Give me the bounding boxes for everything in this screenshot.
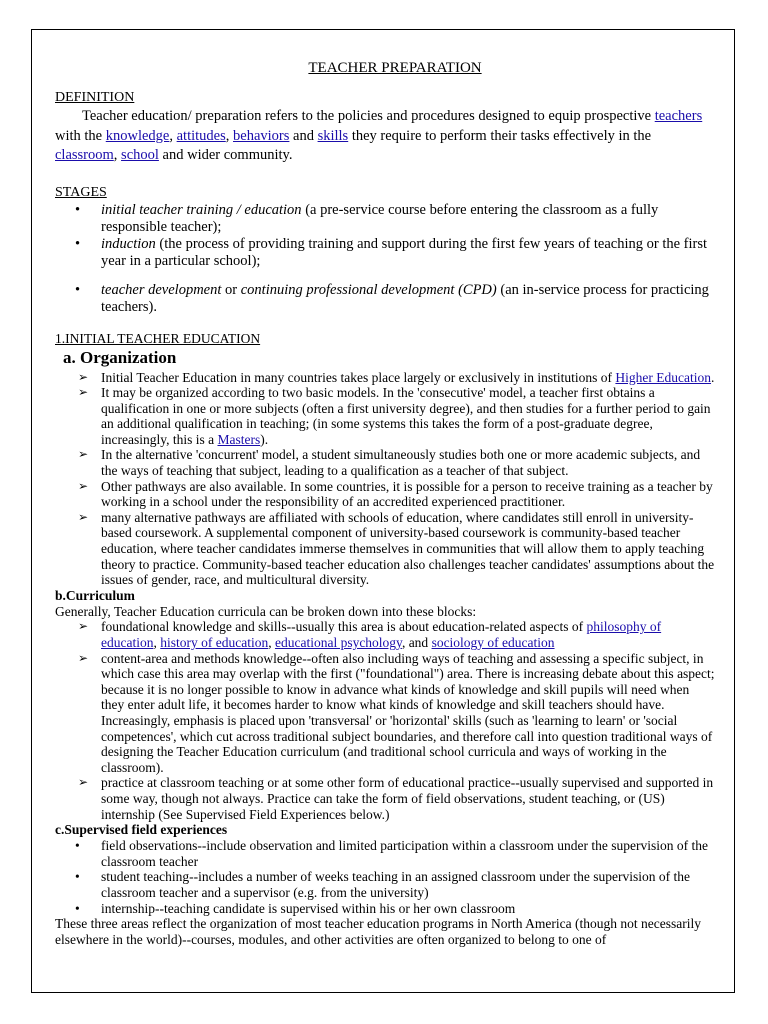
organization-heading: a. Organization [63,347,177,367]
list-item: ➢ practice at classroom teaching or at some other form of educational practice--usually supervised and supported in some way, though not always. Practice can take the form of field observations, student teaching, or (US) internship (See Supervised Field Experiences below.) [78,775,714,822]
list-item: • internship--teaching candidate is supervised within his or her own classroom [75,900,516,916]
document-body [55,60,715,947]
link-philosophy-of-education[interactable]: philosophy of education [101,619,662,650]
bullet-icon: • [75,838,80,854]
list-item: ➢ Initial Teacher Education in many countries takes place largely or exclusively in institutions of Higher Education. [78,369,715,385]
supervised-list [55,838,715,916]
list-item: • initial teacher training / education (a pre-service course before entering the classroom as a fully responsible teacher); [75,201,659,235]
closing-paragraph: These three areas reflect the organization of most teacher education programs in North America (though not necessarily elsewhere in the world)--courses, modules, and other activities are often organized to belong to one of [55,916,702,947]
section-heading-initial-teacher-education: 1.INITIAL TEACHER EDUCATION [55,330,261,346]
supervised-field-experiences-heading: c.Supervised field experiences [55,822,228,838]
link-behaviors[interactable]: behaviors [233,127,290,144]
list-item: ➢ Other pathways are also available. In some countries, it is possible for a person to receive training as a teacher by working in a school under the responsibility of an accredited experienced practitioner. [78,478,713,510]
arrow-bullet-icon: ➢ [78,650,89,665]
link-higher-education[interactable]: Higher Education [615,369,712,385]
link-sociology-of-education[interactable]: sociology of education [431,635,555,650]
bullet-icon: • [75,900,80,916]
bullet-icon: • [75,869,80,885]
stages-list [55,202,715,316]
list-item: • student teaching--includes a number of weeks teaching in an assigned classroom under the supervision of the classroom teacher and a supervisor (e.g. from the university) [75,869,690,900]
curriculum-intro: Generally, Teacher Education curricula can be broken down into these blocks: [55,603,477,619]
list-item: • induction (the process of providing training and support during the first few years of teaching or the first year in a particular school); [75,235,708,269]
list-item: ➢ In the alternative 'concurrent' model, a student simultaneously studies both one or more academic subjects, and the ways of teaching that subject, leading to a qualification as a teacher of that subject. [78,447,701,479]
curriculum-heading: b.Curriculum [55,587,135,603]
curriculum-list [55,619,715,822]
arrow-bullet-icon: ➢ [78,775,89,790]
arrow-bullet-icon: ➢ [78,447,89,462]
list-item: ➢ foundational knowledge and skills--usually this area is about education-related aspects of philosophy of education, history of education, educational psychology, and sociology of education [78,619,662,650]
link-history-of-education[interactable]: history of education [160,635,269,650]
bullet-icon: • [75,281,81,298]
bullet-icon: • [75,235,81,252]
link-skills[interactable]: skills [317,127,349,144]
definition-paragraph: Teacher education/ preparation refers to the policies and procedures designed to equip prospective teachers with the knowledge, attitudes, behaviors and skills they require to perform their tasks effectively in the classroom, school and wider community. [55,108,703,163]
arrow-bullet-icon: ➢ [78,509,89,524]
list-item: ➢ It may be organized according to two basic models. In the 'consecutive' model, a teacher first obtains a qualification in one or more subjects (often a first university degree), and then studies for a further period to gain an additional qualification in teaching; (in some systems this takes the form of a post-graduate degree, increasingly, this is a Masters). [78,385,711,447]
arrow-bullet-icon: ➢ [78,478,89,493]
arrow-bullet-icon: ➢ [78,385,89,400]
document-title: TEACHER PREPARATION [308,60,482,76]
list-item: • teacher development or continuing professional development (CPD) (an in-service process for practicing teachers). [75,281,709,315]
list-item: • field observations--include observation and limited participation within a classroom under the supervision of the classroom teacher [75,838,708,869]
organization-list [55,370,715,588]
link-attitudes[interactable]: attitudes [176,127,226,144]
list-item: ➢ many alternative pathways are affiliated with schools of education, where candidates still enroll in university-based coursework. A supplemental component of university-based coursework is community-based teacher education, where teacher candidates immerse themselves in communities that will allow them to apply teaching theory to practice. Community-based teacher education also challenges teacher candidates' assumptions about the issues of gender, race, and multicultural diversity. [78,509,715,588]
arrow-bullet-icon: ➢ [78,619,89,634]
link-classroom[interactable]: classroom [55,147,114,163]
link-masters[interactable]: Masters [217,431,261,447]
list-item: ➢ content-area and methods knowledge--often also including ways of teaching and assessing a specific subject, in which case this area may overlap with the first ("foundational") area. There is increasing debate about this aspect; because it is no longer possible to know in advance what kinds of knowledge and skill pupils will need when they enter adult life, it becomes harder to know what kinds of knowledge and skill teachers should have. Increasingly, emphasis is placed upon 'transversal' or 'horizontal' skills (such as 'learning to learn' or 'social competences', which cut across traditional subject boundaries, and therefore call into question traditional ways of designing the Teacher Education curriculum (and traditional school curricula and ways of working in the classroom). [78,650,715,775]
arrow-bullet-icon: ➢ [78,369,89,384]
link-teachers[interactable]: teachers [654,108,703,124]
stages-heading: STAGES [55,184,107,200]
link-school[interactable]: school [121,147,159,163]
link-educational-psychology[interactable]: educational psychology [274,635,402,650]
definition-heading: DEFINITION [55,90,135,105]
bullet-icon: • [75,201,81,218]
link-knowledge[interactable]: knowledge [105,127,170,144]
